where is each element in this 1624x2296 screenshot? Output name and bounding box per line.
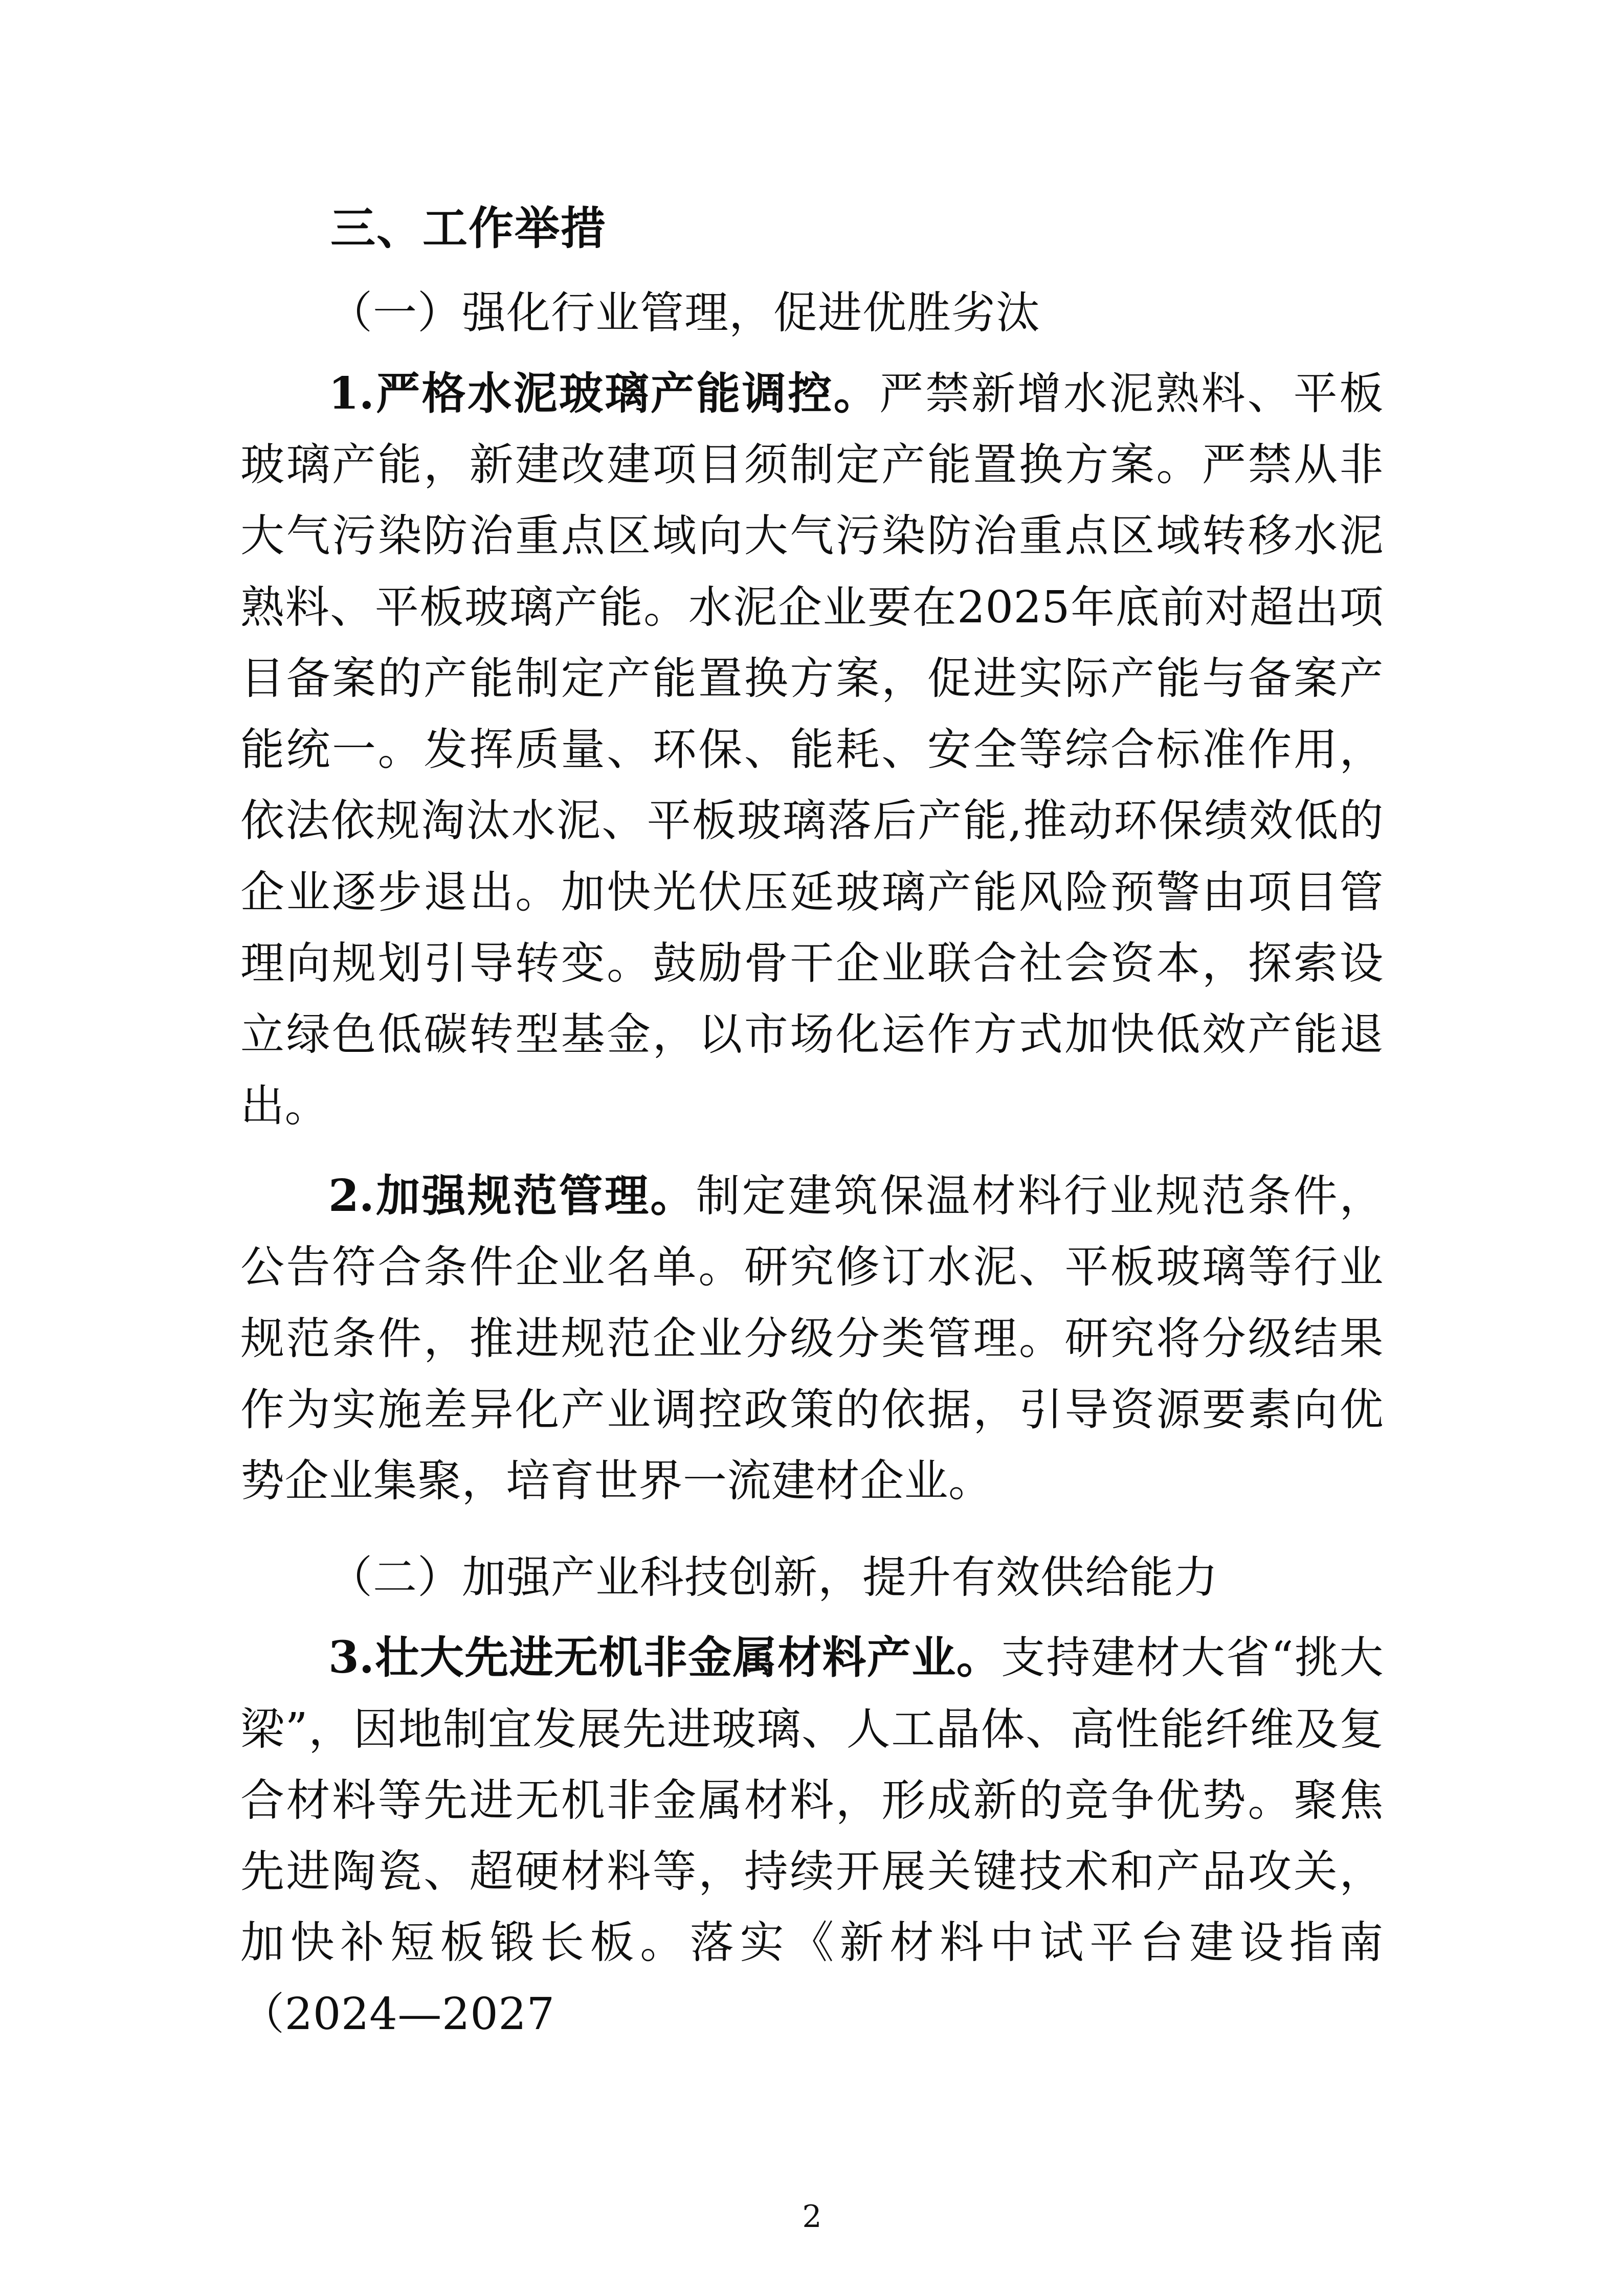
paragraph-spacer <box>240 1147 1384 1160</box>
paragraph-item-1-text: 严禁新增水泥熟料、平板玻璃产能，新建改建项目须制定产能置换方案。严禁从非大气污染防治重点区域向大气污染防治重点区域转移水泥熟料、平板玻璃产能。水泥企业要在2025年底前对超出项目备案的产能制定产能置换方案，促进实际产能与备案产能统一。发挥质量、环保、能耗、安全等综合标准作用，依法依规淘汰水泥、平板玻璃落后产能,推动环保绩效低的企业逐步退出。加快光伏压延玻璃产能风险预警由项目管理向规划引导转变。鼓励骨干企业联合社会资本，探索设立绿色低碳转型基金，以市场化运作方式加快低效产能退出。 <box>240 368 1384 1132</box>
section-spacer <box>240 1522 1384 1543</box>
section-heading-work-measures: 三、工作举措 <box>330 201 607 255</box>
paragraph-item-3-lead: 3.壮大先进无机非金属材料产业。 <box>328 1632 1002 1684</box>
document-body <box>240 194 1384 2050</box>
paragraph-item-3 <box>240 1622 1384 2050</box>
paragraph-item-3-text: 支持建材大省“挑大梁”，因地制宜发展先进玻璃、人工晶体、高性能纤维及复合材料等先进无机非金属材料，形成新的竞争优势。聚焦先进陶瓷、超硬材料等，持续开展关键技术和产品攻关，加快补短板锻长板。落实《新材料中试平台建设指南（2024—2027 <box>240 1632 1384 2040</box>
subsection-heading-tech-innovation: （二）加强产业科技创新，提升有效供给能力 <box>328 1551 1218 1603</box>
paragraph-item-1-lead: 1.严格水泥玻璃产能调控。 <box>328 367 880 419</box>
paragraph-item-2-text: 制定建筑保温材料行业规范条件，公告符合条件企业名单。研究修订水泥、平板玻璃等行业规范条件，推进规范企业分级分类管理。研究将分级结果作为实施差异化产业调控政策的依据，引导资源要素向优势企业集聚，培育世界一流建材企业。 <box>240 1170 1384 1507</box>
paragraph-item-1 <box>240 358 1384 1142</box>
paragraph-item-2-lead: 2.加强规范管理。 <box>328 1170 696 1222</box>
subsection-heading-industry-management: （一）强化行业管理，促进优胜劣汰 <box>328 287 1040 339</box>
paragraph-item-2 <box>240 1160 1384 1517</box>
page-number: 2 <box>802 2199 822 2235</box>
